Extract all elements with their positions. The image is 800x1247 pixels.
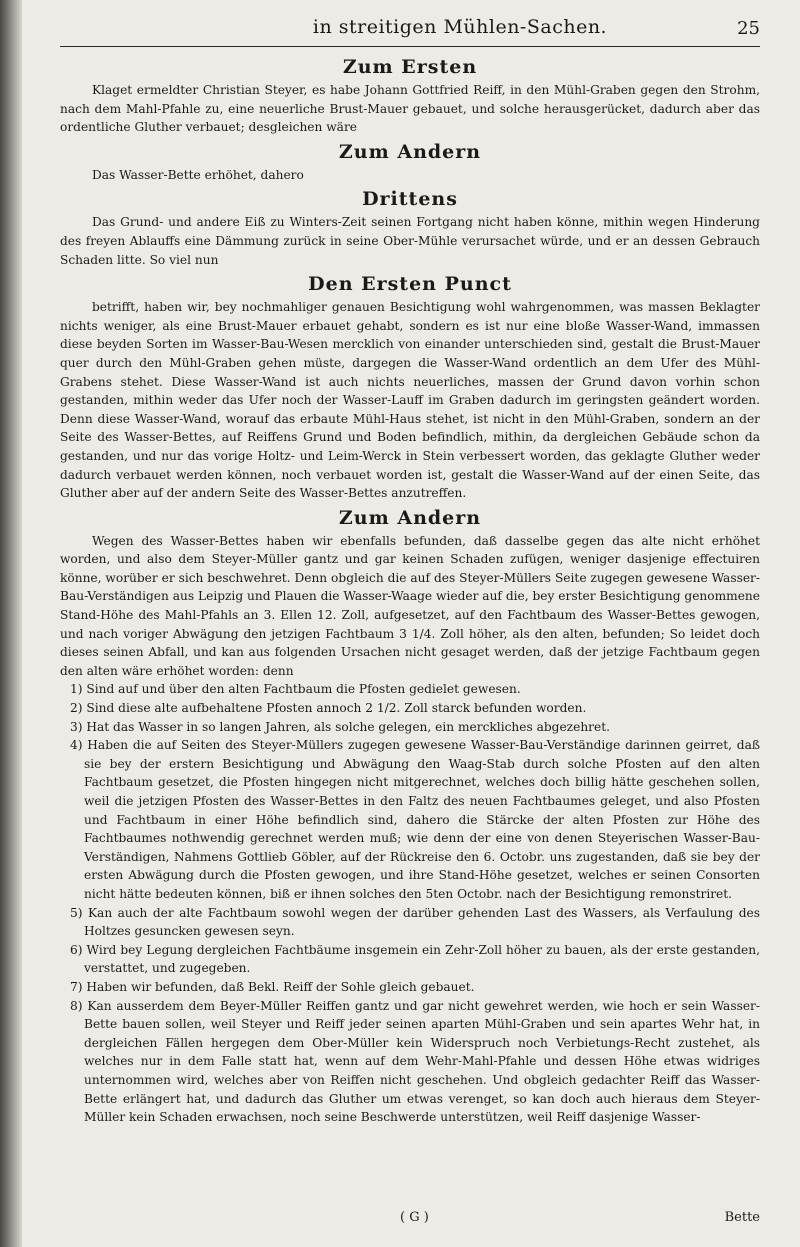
list-item: 6) Wird bey Legung dergleichen Fachtbäume insgemein ein Zehr-Zoll höher zu bauen, als der erste gestanden, verstattet, und zugegeben.: [70, 942, 760, 976]
signature-mark: ( G ): [400, 1210, 429, 1225]
book-spine-shadow: [0, 0, 22, 1247]
catchword: Bette: [724, 1210, 760, 1225]
paragraph: Klaget ermeldter Christian Steyer, es habe Johann Gottfried Reiff, in den Mühl-Graben gegen den Strohm, nach dem Mahl-Pfahle zu, eine neuerliche Brust-Mauer gebauet, und solche herausgerücket, dadurch aber das ordentliche Gluther verbauet; desgleichen wäre: [60, 83, 760, 135]
section-heading: Zum Andern: [338, 140, 482, 163]
section-heading: Zum Andern: [338, 506, 482, 529]
section-zum-andern: [60, 139, 760, 185]
page-number: 25: [737, 18, 760, 39]
list-item: 3) Hat das Wasser in so langen Jahren, als solche gelegen, ein merckliches abgezehret.: [70, 719, 610, 734]
running-head: in streitigen Mühlen-Sachen.: [312, 16, 608, 38]
section-drittens: [60, 186, 760, 269]
list-item: 4) Haben die auf Seiten des Steyer-Müllers zugegen gewesene Wasser-Bau-Verständige darinnen geirret, daß sie bey der erstern Besichtigung und Abwägung den Waag-Stab durch solche Pfosten auf den alten Fachtbaum gesetzet, die Pfosten hingegen nicht mitgerechnet, welches doch billig hätte geschehen sollen, weil die jetzigen Pfosten des Wasser-Bettes in den Faltz des neuen Fachtbaumes geleget, und also Pfosten und Fachtbaum in einer Höhe befindlich sind, dahero die Stärcke der alten Pfosten zur Höhe des Fachtbaumes nothwendig gerechnet werden muß; wie denn der eine von denen Steyerischen Wasser-Bau-Verständigen, Nahmens Gottlieb Göbler, auf der Rückreise den 6. Octobr. uns zugestanden, daß sie bey der ersten Abwägung durch die Pfosten gewogen, und ihre Stand-Höhe gesetzet, welches er seinen Consorten nicht hätte bedeuten können, biß er ihnen solches den 5ten Octobr. nach der Besichtigung remonstriret.: [70, 738, 760, 901]
list-item: 8) Kan ausserdem dem Beyer-Müller Reiffen gantz und gar nicht gewehret werden, wie hoch er sein Wasser-Bette bauen sollen, weil Steyer und Reiff jeder seinen aparten Mühl-Graben und sein apartes Wehr hat, in dergleichen Fällen hergegen dem Ober-Müller kein Widerspruch noch Verbietungs-Recht zustehet, als welches nur in dem Falle statt hat, wenn auf dem Wehr-Mahl-Pfahle und dessen Höhe etwas widriges unternommen wird, welches aber von Reiffen nicht geschehen. Und obgleich gedachter Reiff das Wasser-Bette erlängert hat, und dadurch das Gluther um etwas verenget, so kan doch auch hieraus dem Steyer-Müller kein Schaden erwachsen, noch seine Beschwerde unterstützen, weil Reiff dasjenige Wasser-: [70, 998, 760, 1125]
numbered-list: [60, 680, 760, 1126]
paragraph: betrifft, haben wir, bey nochmahliger genauen Besichtigung wohl wahrgenommen, was massen Beklagter nichts weniger, als eine Brust-Mauer erbauet gehabt, sondern es ist nur eine bloße Wasser-Wand, immassen diese beyden Sorten im Wasser-Bau-Wesen mercklich von einander unterschieden sind, gestalt die Brust-Mauer quer durch den Mühl-Graben gehen müste, dargegen die Wasser-Wand ordentlich an dem Ufer des Mühl-Grabens stehet. Diese Wasser-Wand ist auch nichts neuerliches, massen der Grund davon vorhin schon gestanden, mithin weder das Ufer noch der Wasser-Lauff im Graben dadurch im geringsten geändert worden. Denn diese Wasser-Wand, worauf das erbaute Mühl-Haus stehet, ist nicht in den Mühl-Graben, sondern an der Seite des Wasser-Bettes, auf Reiffens Grund und Boden befindlich, mithin, da dergleichen Gebäude schon da gestanden, und nur das vorige Holtz- und Leim-Werck in Stein verbessert worden, das geklagte Gluther weder dadurch verbauet werden können, noch verbauet worden ist, gestalt die Wasser-Wand auf der einen Seite, das Gluther aber auf der andern Seite des Wasser-Bettes anzutreffen.: [60, 300, 760, 501]
list-item: 1) Sind auf und über den alten Fachtbaum die Pfosten gedielet gewesen.: [70, 682, 521, 697]
text-block: [60, 52, 760, 1127]
section-zum-ersten: [60, 54, 760, 137]
page-header: [60, 12, 760, 47]
paragraph: Wegen des Wasser-Bettes haben wir ebenfalls befunden, daß dasselbe gegen das alte nicht erhöhet worden, und also dem Steyer-Müller gantz und gar keinen Schaden zufügen, weniger dasjenige effectuiren könne, worüber er sich beschwehret. Denn obgleich die auf des Steyer-Müllers Seite zugegen gewesene Wasser-Bau-Verständigen aus Leipzig und Plauen die Wasser-Waage wieder auf die, bey erster Besichtigung genommene Stand-Höhe des Mahl-Pfahls an 3. Ellen 12. Zoll, aufgesetzet, auf den Fachtbaum des Wasser-Bettes gewogen, und nach voriger Abwägung den jetzigen Fachtbaum 3 1/4. Zoll höher, als den alten, befunden; So leidet doch dieses seinen Abfall, und kan aus folgenden Ursachen nicht gesaget werden, daß der jetzige Fachtbaum gegen den alten wäre erhöhet worden: denn: [60, 533, 760, 678]
list-item: 2) Sind diese alte aufbehaltene Pfosten annoch 2 1/2. Zoll starck befunden worden.: [70, 701, 587, 716]
paragraph: Das Wasser-Bette erhöhet, dahero: [92, 167, 304, 182]
section-heading: Zum Ersten: [342, 56, 478, 78]
section-zum-andern-2: [60, 505, 760, 1127]
page-footer: [60, 1210, 760, 1230]
section-heading: Drittens: [362, 188, 458, 211]
section-den-ersten-punct: [60, 271, 760, 503]
paragraph: Das Grund- und andere Eiß zu Winters-Zeit seinen Fortgang nicht haben könne, mithin wegen Hinderung des freyen Ablauffs eine Dämmung zurück in seine Ober-Mühle verursachet würde, und er an dessen Gebrauch Schaden litte. So viel nun: [60, 215, 760, 267]
section-heading: Den Ersten Punct: [308, 273, 512, 296]
list-item: 7) Haben wir befunden, daß Bekl. Reiff der Sohle gleich gebauet.: [70, 979, 475, 994]
list-item: 5) Kan auch der alte Fachtbaum sowohl wegen der darüber gehenden Last des Wassers, als Verfaulung des Holtzes gesuncken gewesen seyn.: [70, 905, 760, 939]
